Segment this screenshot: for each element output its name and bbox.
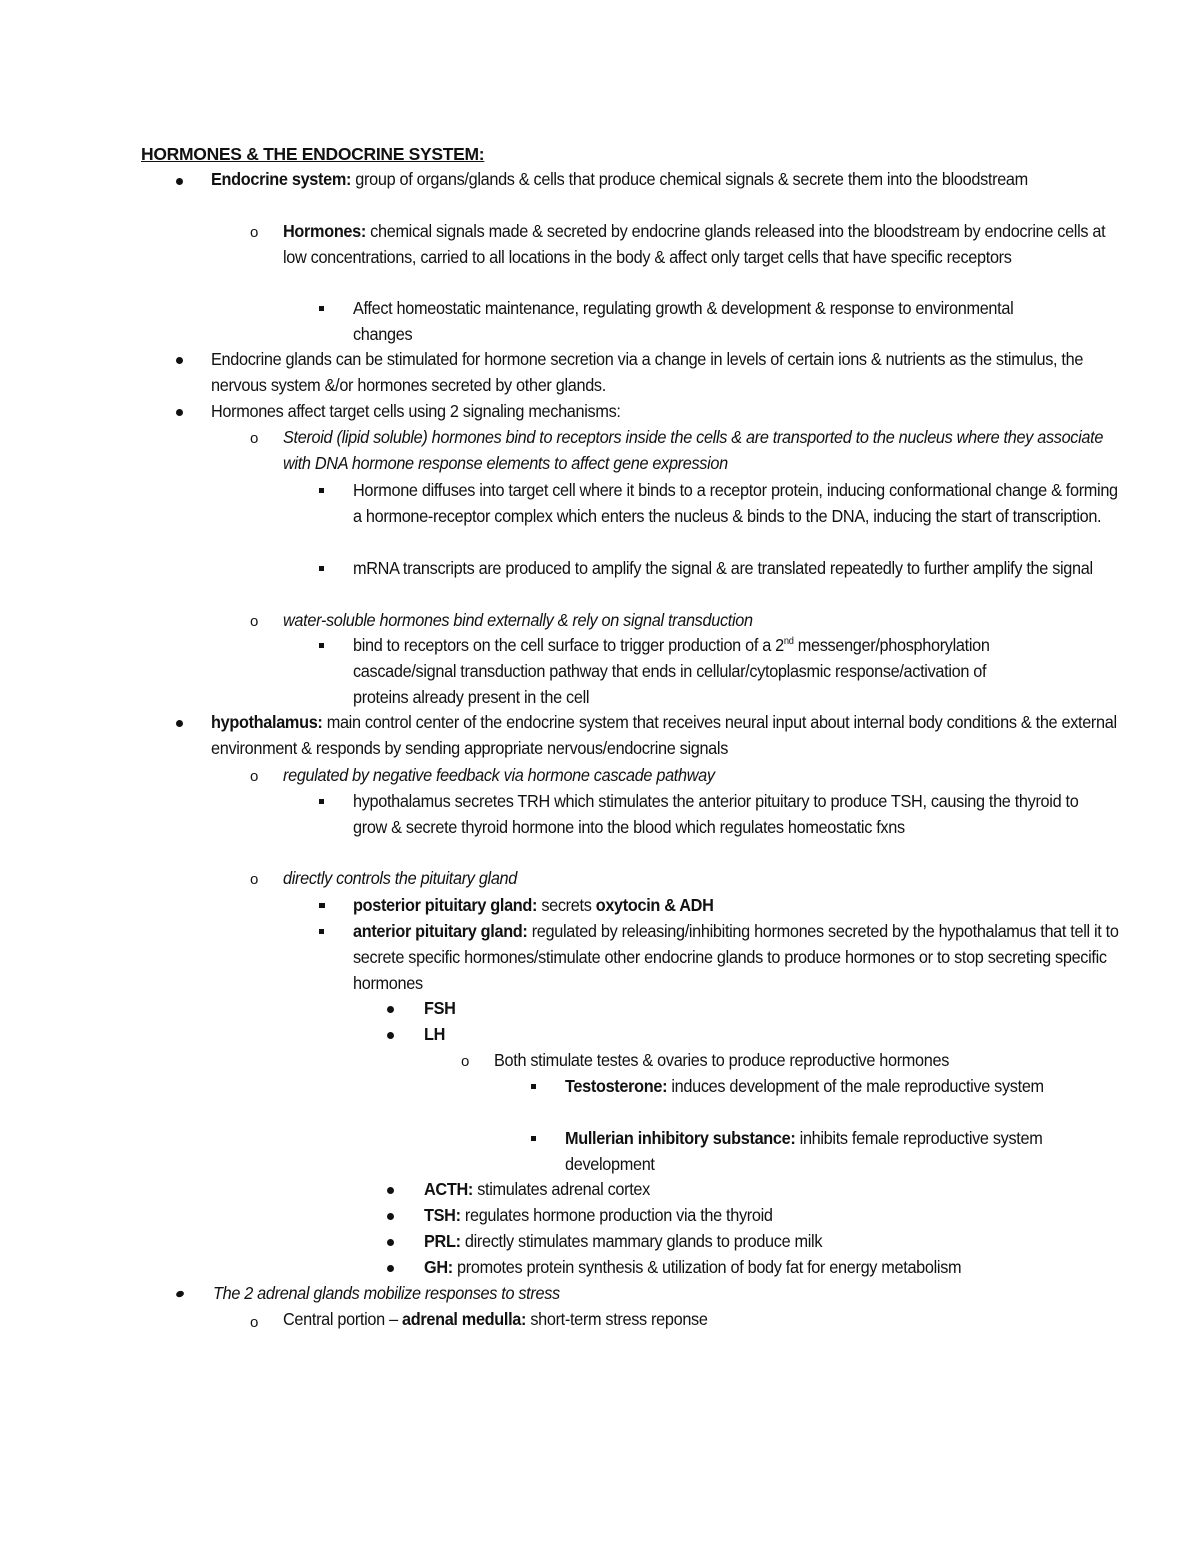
list-item: [353, 556, 1123, 582]
list-item: [353, 478, 1123, 530]
term: GH:: [424, 1257, 453, 1277]
item-text: water-soluble hormones bind externally & rely on signal transduction: [283, 610, 753, 630]
list-item: [494, 1048, 1134, 1074]
item-text: stimulates adrenal cortex: [472, 1179, 650, 1199]
item-text: inhibits female reproductive system development: [565, 1128, 1043, 1174]
bullet-dot: [176, 178, 183, 185]
term: hypothalamus:: [211, 712, 323, 732]
item-text: Central portion –: [283, 1309, 402, 1329]
bullet-dot: [387, 1239, 394, 1246]
bullet-square: [319, 566, 324, 571]
list-item: [353, 296, 1063, 348]
list-item: [211, 710, 1121, 762]
term: PRL:: [424, 1231, 461, 1251]
list-item: [353, 789, 1088, 841]
term: adrenal medulla:: [401, 1309, 527, 1329]
list-item: [424, 1229, 1124, 1255]
term: posterior pituitary gland:: [353, 895, 538, 915]
item-text: directly controls the pituitary gland: [283, 868, 518, 888]
bullet-circle: o: [250, 224, 259, 241]
list-item: [213, 1281, 1113, 1307]
item-text: secrets: [537, 895, 596, 915]
item-text: Affect homeostatic maintenance, regulating growth & development & response to environmental changes: [353, 298, 1014, 344]
item-text: bind to receptors on the cell surface to trigger production of a 2: [353, 635, 784, 655]
item-text: Endocrine glands can be stimulated for hormone secretion via a change in levels of certain ions & nutrients as the stimulus, the nervous system &/or hormones secreted by other glands.: [211, 349, 1084, 395]
bullet-circle: o: [250, 768, 259, 785]
bullet-dot: [387, 1006, 394, 1013]
item-text: messenger/phosphorylation cascade/signal transduction pathway that ends in cellular/cytoplasmic response/activation of proteins already present in the cell: [353, 635, 990, 707]
term: Mullerian inhibitory substance:: [565, 1128, 796, 1148]
page-title: HORMONES & THE ENDOCRINE SYSTEM:: [141, 144, 485, 164]
item-text: regulated by releasing/inhibiting hormones secreted by the hypothalamus that tell it to secrete specific hormones/stimulate other endocrine glands to produce hormones or to stop secreting specific hormones: [353, 921, 1119, 993]
item-text: regulated by negative feedback via hormone cascade pathway: [283, 765, 715, 785]
superscript: nd: [783, 636, 794, 648]
bullet-square: [319, 929, 324, 934]
bullet-square: [319, 643, 324, 648]
list-item: [565, 1126, 1105, 1178]
bullet-square: [531, 1136, 536, 1141]
bullet-dot: [176, 357, 183, 364]
bullet-square: [319, 306, 324, 311]
item-text: The 2 adrenal glands mobilize responses to stress: [213, 1283, 560, 1303]
term: oxytocin & ADH: [595, 895, 714, 915]
term: Endocrine system:: [211, 169, 352, 189]
item-text: main control center of the endocrine system that receives neural input about internal body conditions & the external environment & responds by sending appropriate nervous/endocrine signals: [211, 712, 1117, 758]
list-item: [283, 608, 1121, 634]
term: FSH: [424, 998, 456, 1018]
item-text: regulates hormone production via the thyroid: [460, 1205, 773, 1225]
bullet-circle: o: [250, 871, 259, 888]
list-item: [353, 893, 1123, 919]
bullet-circle: o: [461, 1053, 470, 1070]
bullet-circle: o: [250, 613, 259, 630]
item-text: Both stimulate testes & ovaries to produce reproductive hormones: [494, 1050, 950, 1070]
list-item: [424, 996, 624, 1022]
list-item: [283, 763, 1121, 789]
bullet-circle: o: [250, 1314, 259, 1331]
list-item: [283, 1307, 1121, 1333]
list-item: [424, 1203, 1124, 1229]
term: anterior pituitary gland:: [353, 921, 528, 941]
list-item: [283, 866, 1121, 892]
list-item: [424, 1255, 1144, 1281]
list-item: [353, 633, 1033, 710]
list-item: [353, 919, 1123, 996]
term: Testosterone:: [565, 1076, 668, 1096]
bullet-dot: [387, 1265, 394, 1272]
list-item: [211, 399, 1121, 425]
bullet-dot: [175, 1290, 185, 1298]
term: ACTH:: [424, 1179, 473, 1199]
bullet-square: [531, 1084, 536, 1089]
item-text: chemical signals made & secreted by endocrine glands released into the bloodstream by endocrine cells at low concentrations, carried to all locations in the body & affect only target cells that have specific receptors: [283, 221, 1106, 267]
bullet-square: [319, 903, 325, 908]
term: LH: [424, 1024, 446, 1044]
bullet-dot: [387, 1187, 394, 1194]
list-item: [424, 1177, 1124, 1203]
list-item: [211, 167, 1111, 193]
bullet-dot: [387, 1213, 394, 1220]
item-text: hypothalamus secretes TRH which stimulates the anterior pituitary to produce TSH, causing the thyroid to grow & secrete thyroid hormone into the blood which regulates homeostatic fxns: [353, 791, 1079, 837]
list-item: [424, 1022, 624, 1048]
list-item: [283, 219, 1121, 271]
item-text: short-term stress reponse: [526, 1309, 708, 1329]
item-text: mRNA transcripts are produced to amplify the signal & are translated repeatedly to further amplify the signal: [353, 558, 1093, 578]
item-text: group of organs/glands & cells that produce chemical signals & secrete them into the bloodstream: [351, 169, 1028, 189]
bullet-circle: o: [250, 430, 259, 447]
bullet-square: [319, 799, 324, 804]
bullet-dot: [176, 720, 183, 727]
item-text: induces development of the male reproductive system: [667, 1076, 1044, 1096]
bullet-dot: [176, 409, 183, 416]
term: Hormones:: [283, 221, 366, 241]
item-text: directly stimulates mammary glands to produce milk: [460, 1231, 823, 1251]
term: TSH:: [424, 1205, 461, 1225]
list-item: [565, 1074, 1105, 1100]
list-item: [283, 425, 1121, 477]
item-text: Hormone diffuses into target cell where it binds to a receptor protein, inducing conformational change & forming a hormone-receptor complex which enters the nucleus & binds to the DNA, inducing the start of transcription.: [353, 480, 1118, 526]
item-text: Hormones affect target cells using 2 signaling mechanisms:: [211, 401, 621, 421]
bullet-square: [319, 488, 324, 493]
bullet-dot: [387, 1032, 394, 1039]
list-item: [211, 347, 1121, 399]
item-text: promotes protein synthesis & utilization of body fat for energy metabolism: [452, 1257, 962, 1277]
item-text: Steroid (lipid soluble) hormones bind to receptors inside the cells & are transported to the nucleus where they associate with DNA hormone response elements to affect gene expression: [283, 427, 1104, 473]
